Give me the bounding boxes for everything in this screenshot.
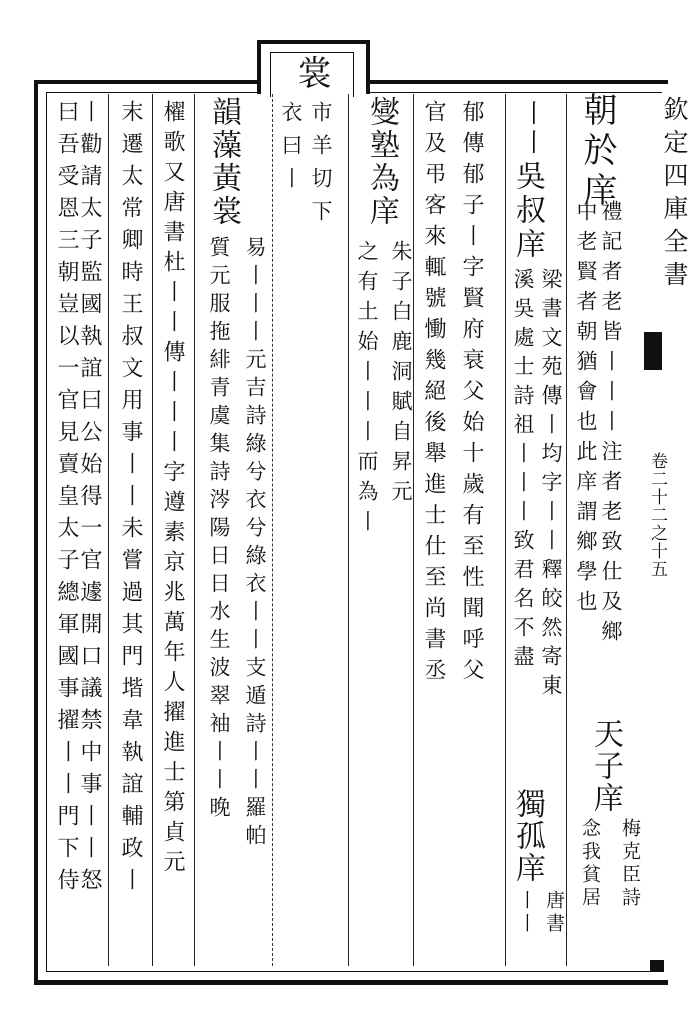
annotation: 之有土始丨丨丨而為丨 [355,240,379,540]
annotation: 丨丨 [515,890,537,936]
headword: 燮塾為庠 [364,96,399,228]
annotation: 禮記者老皆丨丨丨注者老致仕及鄉 [599,200,623,650]
column-divider [505,94,506,966]
annotation: 唐書 [543,890,565,936]
annotation: 易丨丨丨元吉詩綠兮衣兮綠衣丨丨支遁詩丨丨羅帕 [243,236,267,852]
headword: 吳叔庠 [510,160,545,262]
annotation: 中老賢者朝猶會也此庠謂鄉學也 [574,200,598,620]
volume-label: 卷二十二之十五 [647,452,667,578]
annotation: 梁書文苑傳丨均字丨丨釋皎然寄東 [539,268,563,703]
annotation: 朱子白鹿洞賦自昇元 [389,240,413,510]
column-divider [194,94,195,966]
column-divider [566,94,567,966]
annotation: 梅克臣詩 [619,818,641,910]
series-title: 欽定四庫全書 [660,96,689,294]
column-divider [152,94,153,966]
annotation: 官及弔客來輒號慟幾絕後舉進士仕至尚書丞 [421,100,446,689]
text-column: 曰吾受恩三朝豈以一官見賣皇太子總軍國事擢丨丨門下侍 [54,100,79,900]
column-divider [108,94,109,966]
ear-headword: 裳 [291,55,331,93]
text-column: 丨勸請太子監國執誼曰公始得一官遽開口議禁中事丨丨怒 [77,100,102,900]
ear-gloss-2: 衣曰丨 [279,101,303,200]
headword: 韻藻黃裳 [206,96,241,228]
annotation: 溪吳處士詩祖丨丨丨致君名不盡 [511,268,535,674]
column-divider [413,94,414,966]
annotation: 丨丨 [518,100,547,158]
headword: 朝於庠 [577,92,617,212]
column-divider [272,94,273,966]
annotation: 郁傳郁子丨字賢府衰父始十歲有至性聞呼父 [459,100,484,689]
headword: 天子庠 [588,718,623,814]
fishtail-mark [644,332,662,370]
ear-gloss: 市羊切下 [309,101,333,233]
column-divider [348,94,349,966]
headword: 獨孤庠 [510,788,545,884]
edge-mark [650,960,664,972]
text-column: 櫂歌又唐書杜丨丨傳丨丨丨字遵素京兆萬年人擢進士第貞元 [160,100,185,880]
text-column: 末遷太常卿時王叔文用事丨丨未嘗過其門堦韋執誼輔政丨 [118,100,143,900]
annotation: 念我貧居 [579,818,601,910]
annotation: 質元服拖緋青虞集詩涔陽日日水生波翠袖丨丨晚 [207,236,231,824]
